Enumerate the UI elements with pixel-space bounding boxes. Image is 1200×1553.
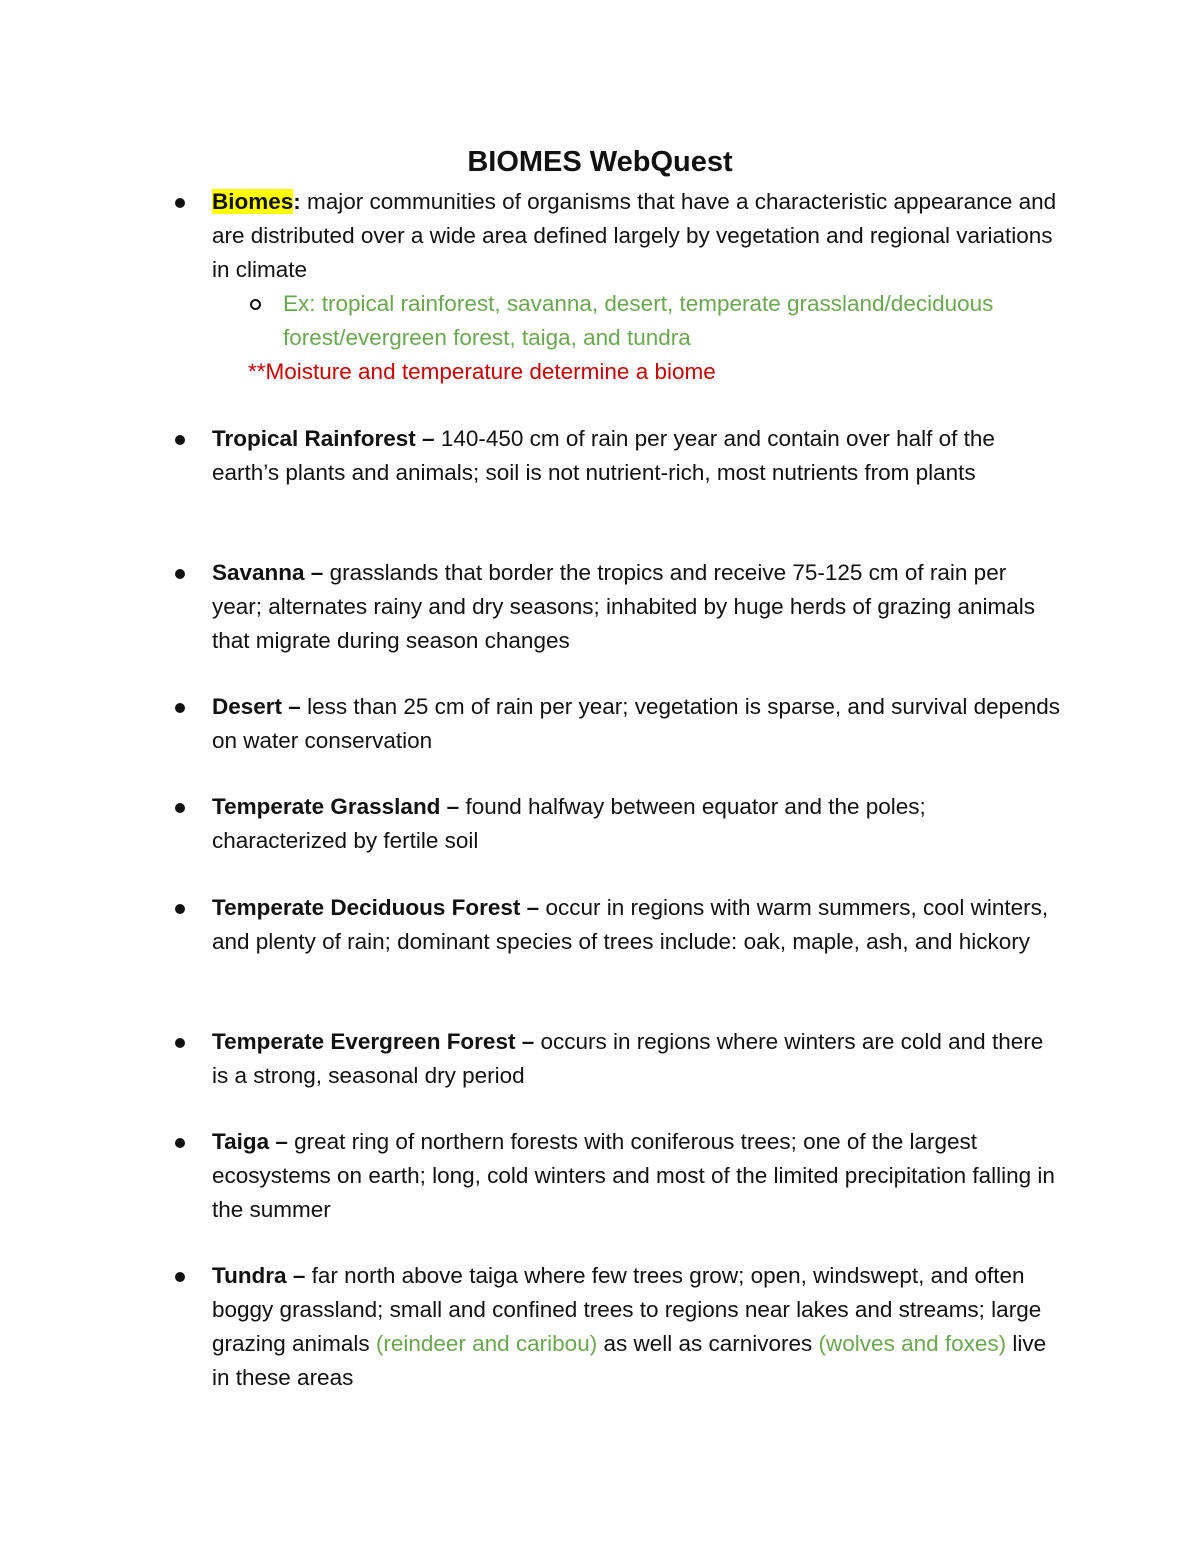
temperate-evergreen-forest-term: Temperate Evergreen Forest – bbox=[212, 1029, 535, 1054]
temperate-deciduous-forest-term: Temperate Deciduous Forest – bbox=[212, 895, 540, 920]
tundra-carnivores: (wolves and foxes) bbox=[818, 1331, 1007, 1356]
savanna-term: Savanna – bbox=[212, 560, 324, 585]
tropical-rainforest-desc: 140-450 cm of rain per year and contain over half of the earth’s plants and animals; soil is not nutrient-rich, most nutrients from plants bbox=[212, 426, 995, 485]
bullet-icon bbox=[175, 1138, 185, 1148]
temperate-grassland-term: Temperate Grassland – bbox=[212, 794, 460, 819]
bullet-icon bbox=[175, 904, 185, 914]
temperate-evergreen-forest-text bbox=[212, 1025, 1062, 1093]
savanna-text bbox=[212, 556, 1062, 658]
biomes-colon: : bbox=[293, 189, 301, 214]
temperate-evergreen-forest-desc: occurs in regions where winters are cold and there is a strong, seasonal dry period bbox=[212, 1029, 1044, 1088]
desert-text bbox=[212, 690, 1062, 758]
tundra-desc-1: far north above taiga where few trees grow; open, windswept, and often boggy grassland; small and confined trees to regions near lakes and streams; large grazing animals bbox=[212, 1263, 1042, 1356]
bullet-icon bbox=[175, 569, 185, 579]
tundra-term: Tundra – bbox=[212, 1263, 306, 1288]
bullet-icon bbox=[175, 435, 185, 445]
page-title: BIOMES WebQuest bbox=[467, 146, 733, 178]
tundra-text bbox=[212, 1259, 1062, 1395]
biomes-definition: major communities of organisms that have a characteristic appearance and are distributed over a wide area defined largely by vegetation and regional variations in climate bbox=[212, 189, 1057, 282]
savanna-desc: grasslands that border the tropics and receive 75-125 cm of rain per year; alternates rainy and dry seasons; inhabited by huge herds of grazing animals that migrate during season changes bbox=[212, 560, 1035, 653]
temperate-deciduous-forest-text bbox=[212, 891, 1062, 959]
tropical-rainforest-text bbox=[212, 422, 1062, 490]
bullet-icon bbox=[175, 1272, 185, 1282]
taiga-term: Taiga – bbox=[212, 1129, 288, 1154]
temperate-grassland-text bbox=[212, 790, 1062, 858]
moisture-temperature-note: **Moisture and temperature determine a biome bbox=[248, 359, 716, 384]
tundra-desc-2: as well as carnivores bbox=[597, 1331, 819, 1356]
bullet-icon bbox=[175, 803, 185, 813]
bullet-icon bbox=[175, 703, 185, 713]
biomes-definition-text bbox=[212, 185, 1062, 287]
temperate-grassland-desc: found halfway between equator and the poles; characterized by fertile soil bbox=[212, 794, 926, 853]
biomes-term: Biomes bbox=[212, 189, 294, 214]
taiga-desc: great ring of northern forests with coniferous trees; one of the largest ecosystems on earth; long, cold winters and most of the limited precipitation falling in the summer bbox=[212, 1129, 1055, 1222]
tropical-rainforest-term: Tropical Rainforest – bbox=[212, 426, 435, 451]
taiga-text bbox=[212, 1125, 1062, 1227]
example-text: Ex: tropical rainforest, savanna, desert, temperate grassland/deciduous forest/evergreen forest, taiga, and tundra bbox=[283, 291, 994, 350]
bullet-icon bbox=[175, 198, 185, 208]
desert-desc: less than 25 cm of rain per year; vegetation is sparse, and survival depends on water conservation bbox=[212, 694, 1060, 753]
tundra-desc-3: live in these areas bbox=[212, 1331, 1047, 1390]
hollow-bullet-icon bbox=[250, 299, 261, 310]
tundra-grazing-animals: (reindeer and caribou) bbox=[375, 1331, 598, 1356]
desert-term: Desert – bbox=[212, 694, 301, 719]
bullet-icon bbox=[175, 1038, 185, 1048]
temperate-deciduous-forest-desc: occur in regions with warm summers, cool winters, and plenty of rain; dominant species of trees include: oak, maple, ash, and hickory bbox=[212, 895, 1049, 954]
